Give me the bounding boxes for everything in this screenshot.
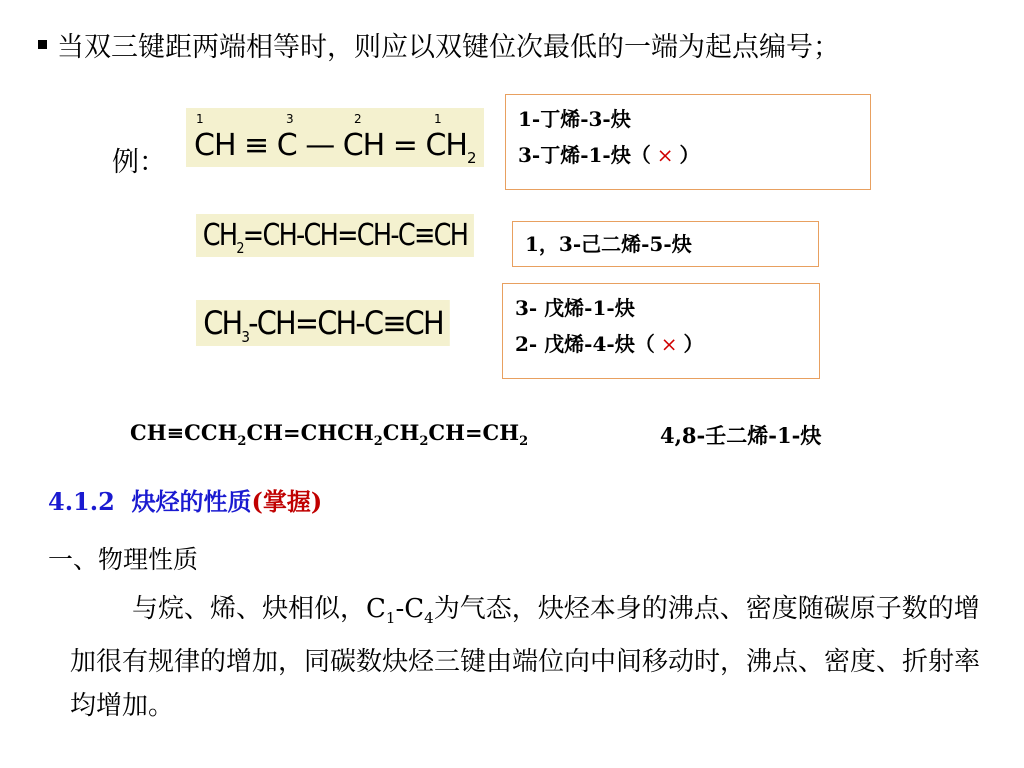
name-box-1 [505, 94, 871, 190]
naming-rule: 当双三键距两端相等时，则应以双键位次最低的一端为起点编号； [38, 28, 988, 68]
carbon-number: 3 [286, 112, 294, 126]
wrong-name: 3-丁烯-1-炔（ × ） [518, 143, 700, 167]
formula-subscript: 2 [466, 149, 476, 167]
formula-subscript: 2 [236, 239, 243, 257]
name-box-3 [502, 283, 820, 379]
section-title: 炔烃的性质 [131, 487, 252, 516]
correct-name: 1-丁烯-3-炔 [518, 107, 631, 131]
formula-text: CH ≡ C — CH = CH [194, 128, 467, 163]
body-paragraph: 与烷、烯、炔相似，$C_1-C_4$为气态，炔烃本身的沸点、密度随碳原子数的增加很有规律的增加，同碳数炔烃三键由端位向中间移动时，沸点、密度、折射率均增加。 [70, 594, 981, 722]
section-number: 4.1.2 [48, 487, 115, 516]
formula-hexadienyne: $CH_2=CH-CH=CH-C\equiv CH$ [196, 214, 474, 257]
cross-icon: × [660, 332, 678, 356]
formula-butenyne [186, 108, 484, 167]
formula-pentenyne: $CH_3-CH=CH-C\equiv CH$ [196, 300, 450, 346]
section-note: (掌握) [251, 487, 323, 516]
carbon-numbering [194, 112, 476, 126]
section-heading [48, 482, 322, 517]
name-box-2 [512, 221, 819, 267]
correct-name: 1，3-己二烯-5-炔 [525, 232, 692, 256]
cross-icon: × [656, 143, 674, 167]
condensed-formula: $CH\equiv CCH_2CH=CHCH_2CH_2CH=CH_2$ [130, 420, 529, 450]
formula-subscript: 3 [241, 328, 249, 346]
wrong-name: 2- 戊烯-4-炔（ × ） [515, 332, 704, 356]
carbon-number: 1 [434, 112, 442, 126]
correct-name: 3- 戊烯-1-炔 [515, 296, 635, 320]
bullet-icon [38, 40, 47, 49]
carbon-number: 1 [196, 112, 204, 126]
example-label: 例： [112, 147, 166, 178]
carbon-number: 2 [354, 112, 362, 126]
condensed-name: 4,8-壬二烯-1-炔 [660, 423, 822, 448]
subsection-heading: 一、物理性质 [48, 545, 199, 574]
